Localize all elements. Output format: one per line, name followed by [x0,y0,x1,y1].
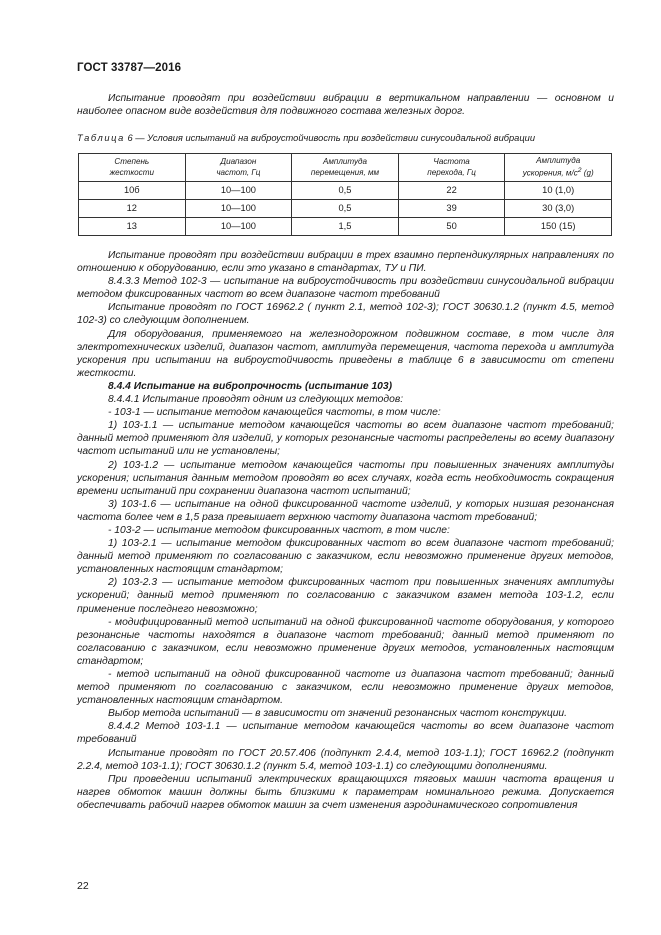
column-header-displacement: Амплитуда перемещения, мм [292,154,399,182]
table-row [79,182,612,200]
list-item: 1) 103-1.1 — испытание методом качающейся частоты во всем диапазоне частот требований; данный метод применяют для изделий, у которых резонансные частоты распределены во всему диапазону частот испытаний или не установлены; [77,420,614,458]
column-header-acceleration: Амплитуда ускорения, $м/с^2$ (g) [505,154,612,182]
table-cell: 10б [79,182,186,200]
intro-paragraph: Испытание проводят при воздействии вибрации в вертикальном направлении — основном и наиболее опасном виде воздействия для подвижного состава железных дорог. [77,93,614,118]
paragraph: При проведении испытаний электрических вращающихся тяговых машин частота вращения и нагрев обмоток машин должны быть близкими к параметрам номинального режима. Допускается обеспечивать рабочий нагрев обмоток машин за счет изменения аэродинамического сопротивления [77,773,614,811]
table-cell: 0,5 [292,182,399,200]
list-item: 2) 103-1.2 — испытание методом качающейся частоты при повышенных значениях амплитуды ускорения; испытания данным методом проводят во всех случаях, когда есть необходимость сокращения времени испытаний при сохранении диапазона частот испытаний; [77,459,614,497]
paragraph: 8.4.3.3 Метод 102-3 — испытание на виброустойчивость при воздействии синусоидальной вибрации методом фиксированных частот во всем диапазоне частот требований [77,276,614,301]
list-item: - метод испытаний на одной фиксированной частоте из диапазона частот требований; данный метод применяют по согласованию с заказчиком, если невозможно применение других методов, установленных настоящим стандартом. [77,669,614,707]
list-item: 3) 103-1.6 — испытание на одной фиксированной частоте изделий, у которых низшая резонансная частота более чем в 1,5 раза превышает верхнюю частоту диапазона частот требований; [77,498,614,523]
table-caption-text: 6 — Условия испытаний на виброустойчивость при воздействии синусоидальной вибрации [124,133,536,143]
table-cell: 50 [398,218,505,236]
column-header-frequency-range: Диапазон частот, Гц [185,154,292,182]
table-cell: 39 [398,200,505,218]
table-cell: 10—100 [185,182,292,200]
list-item: 1) 103-2.1 — испытание методом фиксированных частот во всем диапазоне частот требований; данный метод применяют по согласованию с заказчиком, если невозможно применение других методов, установленных настоящим стандартом; [77,538,614,576]
document-header: ГОСТ 33787—2016 [77,62,182,74]
table-cell: 0,5 [292,200,399,218]
table-caption-label: Таблица [77,133,125,143]
table-cell: 150 (15) [505,218,612,236]
paragraph: Для оборудования, применяемого на железнодорожном подвижном составе, в том числе для электротехнических изделий, диапазон частот, амплитуда перемещения, частота перехода и амплитуда ускорения при испытании на виброустойчивость приведены в таблице 6 в зависимости от степени жесткости. [77,328,614,379]
table-cell: 12 [79,200,186,218]
paragraph: Испытание проводят по ГОСТ 20.57.406 (подпункт 2.4.4, метод 103-1.1); ГОСТ 16962.2 (подпункт 2.2.4, метод 103-1.1); ГОСТ 30630.1.2 (пункт 5.4, метод 103-1.1) со следующими дополнениями. [77,747,614,772]
table-cell: 30 (3,0) [505,200,612,218]
paragraph: Испытание проводят по ГОСТ 16962.2 ( пункт 2.1, метод 102-3); ГОСТ 30630.1.2 (пункт 4.5, метод 102-3) со следующим дополнением. [77,302,614,327]
list-item: 2) 103-2.3 — испытание методом фиксированных частот при повышенных значениях амплитуды ускорений; данный метод применяют по согласованию с заказчиком взамен метода 103-1.2, если применение последнего невозможно; [77,577,614,615]
list-item: - 103-2 — испытание методом фиксированных частот, в том числе: [108,524,450,536]
paragraph: 8.4.4.2 Метод 103-1.1 — испытание методом качающейся частоты во всем диапазоне частот требований [77,721,614,746]
table-cell: 1,5 [292,218,399,236]
paragraph: 8.4.4.1 Испытание проводят одним из следующих методов: [108,394,404,406]
table-header-row [79,154,612,182]
table-caption [77,133,535,143]
table-row [79,218,612,236]
page-number: 22 [77,880,89,892]
table-cell: 10—100 [185,200,292,218]
column-header-crossover: Частота перехода, Гц [398,154,505,182]
table-cell: 13 [79,218,186,236]
vibration-table [78,153,612,236]
table-cell: 10 (1,0) [505,182,612,200]
paragraph: Испытание проводят при воздействии вибрации в трех взаимно перпендикулярных направлениях по отношению к оборудованию, если это указано в стандартах, ТУ и ПИ. [77,250,614,275]
column-header-stiffness: Степень жесткости [79,154,186,182]
intro-block [77,92,614,118]
table-cell: 10—100 [185,218,292,236]
body-text [77,249,614,812]
table-row [79,200,612,218]
paragraph: Выбор метода испытаний — в зависимости от значений резонансных частот конструкции. [108,708,568,720]
table-cell: 22 [398,182,505,200]
section-heading: 8.4.4 Испытание на вибропрочность (испытание 103) [108,380,393,392]
list-item: - модифицированный метод испытаний на одной фиксированной частоте оборудования, у которого резонансные частоты находятся в диапазоне частот требований; данный метод применяют по согласованию с заказчиком, если невозможно применение других методов, установленных настоящим стандартом; [77,616,614,667]
list-item: - 103-1 — испытание методом качающейся частоты, в том числе: [108,407,441,419]
